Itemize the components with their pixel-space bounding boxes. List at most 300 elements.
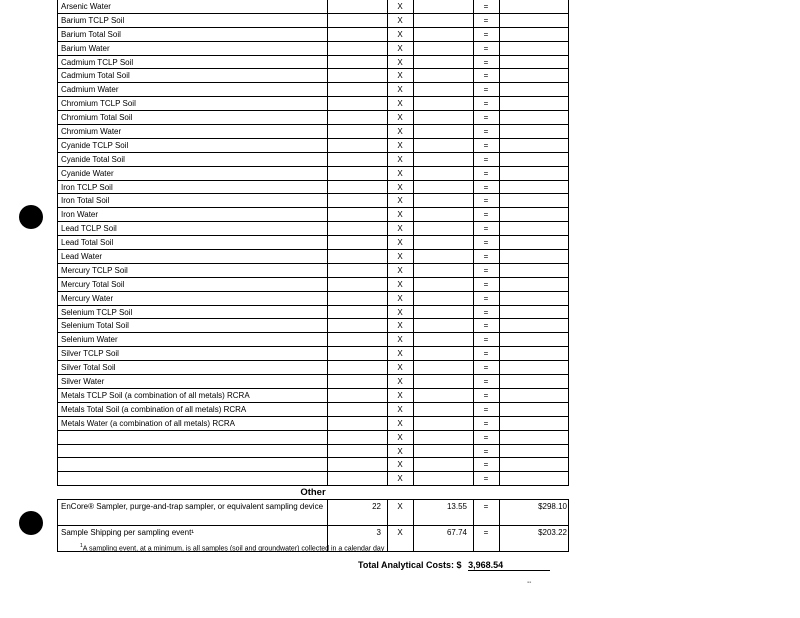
row-unit-cost — [413, 361, 473, 374]
row-unit-cost — [413, 306, 473, 319]
row-quantity — [327, 319, 387, 332]
column-rule — [473, 333, 474, 346]
row-times-sign: X — [397, 349, 403, 359]
column-rule — [473, 278, 474, 291]
table-row — [57, 167, 569, 181]
column-rule — [57, 14, 58, 27]
row-times-sign: X — [397, 210, 403, 220]
row-times-sign: X — [397, 196, 403, 206]
table-row — [57, 125, 569, 139]
column-rule — [387, 56, 388, 69]
row-total — [499, 125, 569, 138]
row-unit-cost — [413, 14, 473, 27]
column-rule — [387, 250, 388, 263]
table-row — [57, 333, 569, 347]
row-description: Barium Total Soil — [61, 29, 121, 39]
column-rule — [473, 111, 474, 124]
column-rule — [387, 292, 388, 305]
row-description: Iron TCLP Soil — [61, 182, 113, 192]
table-row — [57, 69, 569, 83]
table-row — [57, 417, 569, 431]
row-quantity — [327, 56, 387, 69]
column-rule — [568, 14, 569, 27]
row-description — [57, 472, 327, 485]
column-rule — [568, 319, 569, 332]
cost-table — [57, 0, 569, 552]
row-description: Cadmium TCLP Soil — [61, 57, 134, 67]
column-rule — [413, 445, 414, 458]
column-rule — [387, 375, 388, 388]
column-rule — [327, 292, 328, 305]
column-rule — [499, 83, 500, 96]
column-rule — [499, 69, 500, 82]
column-rule — [413, 264, 414, 277]
row-times-sign: X — [397, 238, 403, 248]
table-row — [57, 236, 569, 250]
table-row — [57, 389, 569, 403]
column-rule — [499, 278, 500, 291]
column-rule — [387, 208, 388, 221]
row-quantity — [327, 458, 387, 471]
column-rule — [499, 389, 500, 402]
row-unit-cost — [413, 125, 473, 138]
row-description: Metals TCLP Soil (a combination of all metals) RCRA — [61, 390, 250, 400]
row-total — [499, 222, 569, 235]
column-rule — [473, 153, 474, 166]
row-equals-sign: = — [483, 15, 489, 25]
column-rule — [568, 111, 569, 124]
row-description: Silver Water — [61, 377, 105, 387]
column-rule — [413, 375, 414, 388]
row-quantity — [327, 28, 387, 41]
row-description: Iron Total Soil — [61, 196, 110, 206]
column-rule — [413, 278, 414, 291]
column-rule — [473, 403, 474, 416]
row-unit-cost — [413, 97, 473, 110]
row-times-sign: X — [397, 293, 403, 303]
row-unit-cost — [413, 181, 473, 194]
row-quantity — [327, 153, 387, 166]
table-row — [57, 472, 569, 486]
column-rule — [57, 97, 58, 110]
row-quantity — [327, 236, 387, 249]
row-equals-sign: = — [483, 182, 489, 192]
column-rule — [57, 526, 58, 551]
row-equals-sign: = — [483, 57, 489, 67]
row-equals-sign: = — [483, 29, 489, 39]
column-rule — [413, 236, 414, 249]
table-row — [57, 292, 569, 306]
row-total — [499, 42, 569, 55]
row-unit-cost: 67.74 — [446, 528, 467, 538]
row-total — [499, 417, 569, 430]
row-times-sign: X — [397, 418, 403, 428]
column-rule — [499, 375, 500, 388]
column-rule — [499, 181, 500, 194]
column-rule — [327, 306, 328, 319]
column-rule — [413, 347, 414, 360]
column-rule — [499, 97, 500, 110]
column-rule — [499, 250, 500, 263]
column-rule — [473, 208, 474, 221]
table-row — [57, 208, 569, 222]
row-quantity — [327, 250, 387, 263]
row-equals-sign: = — [483, 210, 489, 220]
column-rule — [57, 167, 58, 180]
row-equals-sign: = — [483, 307, 489, 317]
column-rule — [568, 250, 569, 263]
column-rule — [568, 375, 569, 388]
row-times-sign: X — [397, 154, 403, 164]
column-rule — [568, 361, 569, 374]
column-rule — [327, 250, 328, 263]
row-times-sign: X — [397, 2, 403, 11]
row-unit-cost — [413, 194, 473, 207]
table-row — [57, 56, 569, 70]
row-description — [57, 458, 327, 471]
column-rule — [473, 139, 474, 152]
row-total — [499, 97, 569, 110]
table-row — [57, 431, 569, 445]
row-total — [499, 347, 569, 360]
column-rule — [57, 417, 58, 430]
column-rule — [57, 306, 58, 319]
column-rule — [387, 389, 388, 402]
column-rule — [57, 361, 58, 374]
row-quantity — [327, 14, 387, 27]
row-equals-sign: = — [483, 265, 489, 275]
row-quantity — [327, 278, 387, 291]
row-description: Selenium TCLP Soil — [61, 307, 133, 317]
row-equals-sign: = — [483, 446, 489, 456]
column-rule — [327, 153, 328, 166]
column-rule — [57, 111, 58, 124]
column-rule — [568, 83, 569, 96]
row-times-sign: X — [397, 432, 403, 442]
row-quantity — [327, 361, 387, 374]
row-times-sign: X — [397, 363, 403, 373]
column-rule — [499, 222, 500, 235]
column-rule — [499, 153, 500, 166]
column-rule — [387, 347, 388, 360]
column-rule — [57, 389, 58, 402]
column-rule — [387, 403, 388, 416]
column-rule — [499, 111, 500, 124]
row-equals-sign: = — [483, 252, 489, 262]
table-row — [57, 306, 569, 320]
column-rule — [568, 431, 569, 444]
row-times-sign: X — [397, 57, 403, 67]
column-rule — [568, 526, 569, 551]
column-rule — [499, 526, 500, 551]
column-rule — [413, 458, 414, 471]
column-rule — [413, 389, 414, 402]
row-times-sign: X — [397, 390, 403, 400]
row-total — [499, 278, 569, 291]
column-rule — [57, 472, 58, 485]
table-row — [57, 0, 569, 14]
column-rule — [387, 42, 388, 55]
column-rule — [568, 28, 569, 41]
column-rule — [413, 306, 414, 319]
row-total — [499, 208, 569, 221]
column-rule — [327, 361, 328, 374]
column-rule — [473, 236, 474, 249]
column-rule — [57, 208, 58, 221]
row-unit-cost — [413, 458, 473, 471]
row-times-sign: X — [397, 335, 403, 345]
row-description: Chromium Total Soil — [61, 113, 133, 123]
row-unit-cost — [413, 167, 473, 180]
column-rule — [473, 181, 474, 194]
row-description: Lead TCLP Soil — [61, 224, 117, 234]
row-total — [499, 69, 569, 82]
column-rule — [499, 319, 500, 332]
column-rule — [568, 292, 569, 305]
table-row — [57, 181, 569, 195]
column-rule — [57, 194, 58, 207]
column-rule — [473, 97, 474, 110]
row-equals-sign: = — [483, 474, 489, 484]
column-rule — [57, 333, 58, 346]
row-quantity — [327, 0, 387, 13]
row-unit-cost — [413, 28, 473, 41]
row-times-sign: X — [397, 224, 403, 234]
column-rule — [327, 125, 328, 138]
column-rule — [413, 111, 414, 124]
column-rule — [568, 69, 569, 82]
row-total — [499, 445, 569, 458]
column-rule — [413, 361, 414, 374]
row-unit-cost — [413, 56, 473, 69]
column-rule — [413, 526, 414, 551]
row-total — [499, 472, 569, 485]
row-times-sign: X — [397, 29, 403, 39]
column-rule — [499, 445, 500, 458]
row-unit-cost — [413, 111, 473, 124]
column-rule — [327, 139, 328, 152]
row-quantity — [327, 292, 387, 305]
column-rule — [327, 14, 328, 27]
row-unit-cost: 13.55 — [446, 502, 467, 512]
column-rule — [473, 42, 474, 55]
column-rule — [473, 472, 474, 485]
column-rule — [473, 458, 474, 471]
column-rule — [568, 56, 569, 69]
column-rule — [387, 264, 388, 277]
column-rule — [57, 458, 58, 471]
row-total — [499, 153, 569, 166]
column-rule — [568, 236, 569, 249]
column-rule — [57, 42, 58, 55]
column-rule — [473, 389, 474, 402]
table-row — [57, 97, 569, 111]
table-row — [57, 14, 569, 28]
column-rule — [57, 500, 58, 525]
row-quantity — [327, 194, 387, 207]
column-rule — [387, 181, 388, 194]
row-equals-sign: = — [483, 293, 489, 303]
column-rule — [387, 194, 388, 207]
column-rule — [57, 278, 58, 291]
row-unit-cost — [413, 375, 473, 388]
column-rule — [499, 292, 500, 305]
column-rule — [327, 319, 328, 332]
column-rule — [387, 431, 388, 444]
row-description — [57, 431, 327, 444]
column-rule — [57, 69, 58, 82]
column-rule — [387, 306, 388, 319]
column-rule — [413, 222, 414, 235]
row-quantity — [327, 125, 387, 138]
row-unit-cost — [413, 222, 473, 235]
row-equals-sign: = — [483, 140, 489, 150]
table-row — [57, 319, 569, 333]
row-unit-cost — [413, 69, 473, 82]
column-rule — [568, 306, 569, 319]
column-rule — [499, 306, 500, 319]
row-times-sign: X — [397, 460, 403, 470]
column-rule — [473, 500, 474, 525]
row-equals-sign: = — [483, 127, 489, 137]
row-equals-sign: = — [483, 335, 489, 345]
row-times-sign: X — [397, 99, 403, 109]
row-quantity — [327, 431, 387, 444]
row-quantity — [327, 167, 387, 180]
column-rule — [413, 125, 414, 138]
column-rule — [568, 139, 569, 152]
column-rule — [499, 333, 500, 346]
column-rule — [413, 417, 414, 430]
row-total — [499, 361, 569, 374]
row-total — [499, 250, 569, 263]
column-rule — [568, 472, 569, 485]
column-rule — [473, 375, 474, 388]
row-description: Cadmium Total Soil — [61, 71, 130, 81]
row-unit-cost — [413, 403, 473, 416]
row-quantity — [327, 333, 387, 346]
column-rule — [473, 83, 474, 96]
column-rule — [413, 56, 414, 69]
column-rule — [327, 56, 328, 69]
column-rule — [327, 167, 328, 180]
row-total — [499, 167, 569, 180]
row-total — [499, 292, 569, 305]
column-rule — [499, 139, 500, 152]
row-unit-cost — [413, 292, 473, 305]
column-rule — [413, 431, 414, 444]
row-unit-cost — [413, 319, 473, 332]
column-rule — [473, 347, 474, 360]
column-rule — [57, 375, 58, 388]
column-rule — [327, 28, 328, 41]
column-rule — [568, 0, 569, 13]
column-rule — [413, 14, 414, 27]
column-rule — [387, 14, 388, 27]
row-quantity — [327, 111, 387, 124]
table-row — [57, 347, 569, 361]
row-times-sign: X — [397, 404, 403, 414]
row-times-sign: X — [397, 307, 403, 317]
column-rule — [327, 97, 328, 110]
row-times-sign: X — [397, 252, 403, 262]
row-unit-cost — [413, 347, 473, 360]
row-equals-sign: = — [483, 2, 489, 11]
column-rule — [327, 389, 328, 402]
row-equals-sign: = — [483, 363, 489, 373]
column-rule — [499, 208, 500, 221]
column-rule — [473, 28, 474, 41]
row-quantity: 22 — [372, 502, 381, 512]
column-rule — [473, 69, 474, 82]
column-rule — [413, 0, 414, 13]
column-rule — [568, 153, 569, 166]
row-total — [499, 0, 569, 13]
column-rule — [387, 153, 388, 166]
row-equals-sign: = — [483, 113, 489, 123]
row-equals-sign: = — [483, 168, 489, 178]
table-row — [57, 250, 569, 264]
column-rule — [413, 181, 414, 194]
footnote-text: A sampling event, at a minimum, is all samples (soil and groundwater) collected in a calendar day — [82, 545, 385, 553]
other-section-header: Other — [57, 486, 569, 500]
row-total — [499, 139, 569, 152]
row-total — [499, 181, 569, 194]
column-rule — [413, 69, 414, 82]
row-total — [499, 319, 569, 332]
footnote-marker: 1 — [80, 543, 83, 549]
row-equals-sign: = — [483, 528, 489, 538]
row-description: Lead Total Soil — [61, 238, 114, 248]
column-rule — [327, 0, 328, 13]
row-unit-cost — [413, 472, 473, 485]
column-rule — [413, 500, 414, 525]
row-equals-sign: = — [483, 196, 489, 206]
column-rule — [473, 0, 474, 13]
column-rule — [413, 292, 414, 305]
row-equals-sign: = — [483, 418, 489, 428]
column-rule — [327, 472, 328, 485]
row-times-sign: X — [397, 502, 403, 512]
row-description: Mercury Total Soil — [61, 279, 125, 289]
column-rule — [568, 222, 569, 235]
table-row — [57, 153, 569, 167]
column-rule — [499, 236, 500, 249]
column-rule — [499, 14, 500, 27]
column-rule — [413, 167, 414, 180]
row-total — [499, 236, 569, 249]
row-total — [499, 194, 569, 207]
column-rule — [568, 347, 569, 360]
column-rule — [327, 69, 328, 82]
column-rule — [473, 264, 474, 277]
table-row — [57, 403, 569, 417]
column-rule — [327, 417, 328, 430]
row-unit-cost — [413, 208, 473, 221]
column-rule — [387, 417, 388, 430]
row-times-sign: X — [397, 265, 403, 275]
column-rule — [327, 111, 328, 124]
row-description: Cyanide Total Soil — [61, 154, 125, 164]
row-description: Arsenic Water — [61, 2, 111, 11]
row-description: Iron Water — [61, 210, 99, 220]
row-total — [499, 333, 569, 346]
column-rule — [473, 250, 474, 263]
column-rule — [57, 153, 58, 166]
column-rule — [499, 0, 500, 13]
column-rule — [387, 0, 388, 13]
row-description: Barium Water — [61, 43, 110, 53]
